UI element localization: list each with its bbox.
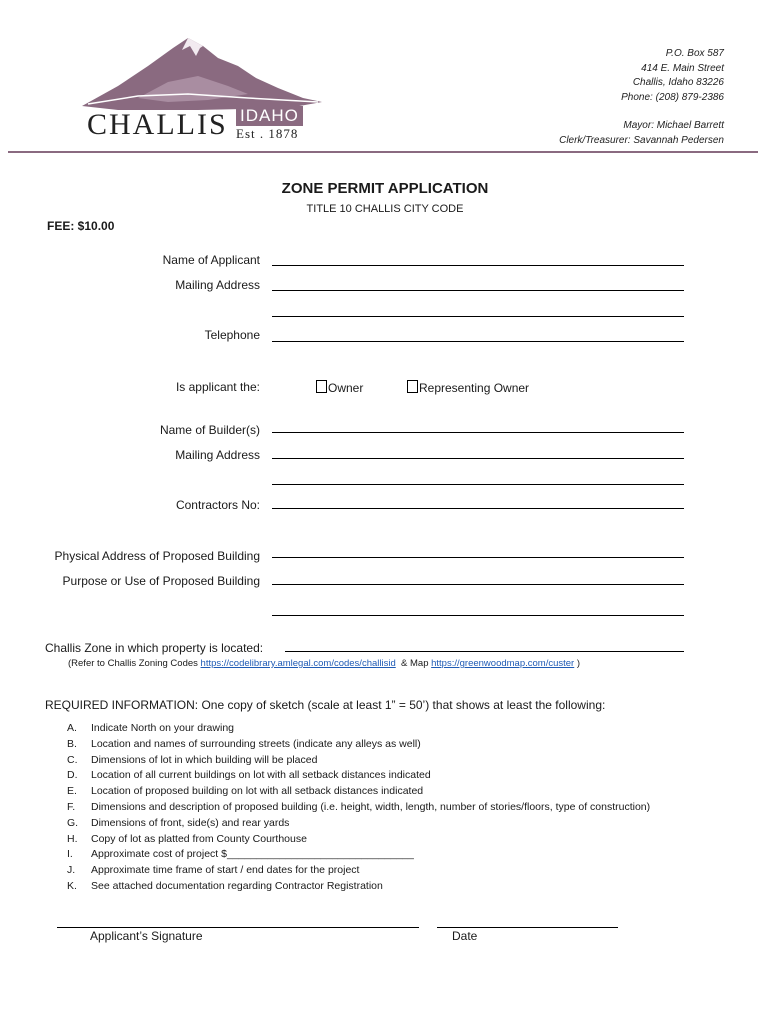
required-item-letter: J.	[67, 864, 76, 877]
zone-ref-suffix: )	[574, 658, 581, 669]
required-item	[67, 722, 234, 734]
purpose-label: Purpose or Use of Proposed Building	[62, 574, 260, 588]
mayor-name: Mayor: Michael Barrett	[623, 120, 724, 131]
zone-reference	[68, 658, 580, 669]
contractors-no-label: Contractors No:	[175, 498, 260, 512]
required-item-letter: K.	[67, 880, 77, 892]
zone-ref-mid: & Map	[395, 658, 432, 669]
representing-owner-checkbox[interactable]	[407, 380, 418, 393]
applicant-signature-field[interactable]	[57, 927, 419, 928]
builder-mailing-address-field-line2[interactable]	[272, 484, 684, 485]
physical-address-field[interactable]	[272, 557, 684, 558]
required-item	[67, 864, 359, 876]
city-state-zip: Challis, Idaho 83226	[632, 77, 724, 88]
required-item	[67, 817, 289, 829]
required-item-text: Indicate North on your drawing	[91, 722, 234, 734]
required-item-text: Dimensions and description of proposed building (i.e. height, width, length, number of stories/floors, type of construction)	[91, 801, 651, 813]
required-item-letter: C.	[67, 753, 78, 766]
required-item-letter: D.	[67, 769, 78, 782]
date-label: Date	[452, 929, 478, 943]
clerk-name: Clerk/Treasurer: Savannah Pedersen	[559, 134, 724, 146]
required-item-letter: G.	[67, 816, 79, 829]
required-item-text: Approximate time frame of start / end dates for the project	[91, 864, 360, 877]
required-item-text: Dimensions of lot in which building will be placed	[91, 753, 318, 766]
po-box: P.O. Box 587	[665, 48, 724, 59]
logo-city-name: CHALLIS	[87, 108, 228, 141]
required-item	[67, 769, 431, 781]
required-item-letter: H.	[67, 832, 78, 845]
map-link[interactable]: https://greenwoodmap.com/custer	[431, 658, 575, 669]
telephone-field[interactable]	[272, 341, 684, 342]
logo-established: Est . 1878	[236, 126, 299, 141]
required-item-text: Dimensions of front, side(s) and rear yards	[91, 816, 290, 829]
required-item-text: Location and names of surrounding streets (indicate any alleys as well)	[91, 737, 421, 750]
owner-option[interactable]	[316, 380, 363, 395]
zone-label: Challis Zone in which property is located:	[45, 641, 264, 655]
required-item-letter: B.	[67, 737, 77, 750]
applicant-type-label: Is applicant the:	[175, 380, 260, 394]
required-item	[67, 785, 423, 797]
required-item-text: Location of proposed building on lot with all setback distances indicated	[91, 785, 424, 798]
mailing-address-label: Mailing Address	[175, 278, 260, 292]
required-item-letter: I.	[67, 848, 73, 861]
builder-mailing-address-field[interactable]	[272, 458, 684, 459]
required-item-letter: E.	[67, 785, 77, 798]
required-item	[67, 833, 307, 845]
purpose-field[interactable]	[272, 584, 684, 585]
mailing-address-field-line2[interactable]	[272, 316, 684, 317]
date-field[interactable]	[437, 927, 618, 928]
owner-checkbox[interactable]	[316, 380, 327, 393]
applicant-signature-label: Applicant’s Signature	[90, 929, 203, 943]
required-item-text: See attached documentation regarding Contractor Registration	[91, 880, 383, 892]
required-item	[67, 738, 421, 750]
zone-field[interactable]	[285, 651, 684, 652]
required-item-text: Approximate cost of project $________________________________	[91, 848, 414, 861]
representing-owner-label: Representing Owner	[419, 381, 530, 395]
name-of-applicant-field[interactable]	[272, 265, 684, 266]
fee-label: FEE: $10.00	[47, 219, 115, 233]
required-info-heading: REQUIRED INFORMATION: One copy of sketch (scale at least 1” = 50’) that shows at least the following:	[45, 698, 606, 712]
logo-state-name: IDAHO	[236, 106, 303, 126]
form-subtitle: TITLE 10 CHALLIS CITY CODE	[306, 203, 464, 215]
required-item-letter: A.	[67, 722, 77, 734]
zone-ref-prefix: (Refer to Challis Zoning Codes	[68, 658, 201, 669]
zoning-codes-link[interactable]: https://codelibrary.amlegal.com/codes/challisid	[200, 658, 396, 669]
telephone-label: Telephone	[204, 328, 260, 342]
required-item	[67, 848, 414, 860]
representing-owner-option[interactable]	[407, 380, 529, 395]
name-of-builder-label: Name of Builder(s)	[159, 423, 260, 437]
contact-block	[559, 47, 724, 148]
challis-logo	[78, 36, 328, 146]
builder-mailing-address-label: Mailing Address	[175, 448, 260, 462]
required-item	[67, 880, 383, 892]
street-address: 414 E. Main Street	[641, 62, 724, 74]
required-item	[67, 754, 317, 766]
mailing-address-field[interactable]	[272, 290, 684, 291]
required-item-text: Location of all current buildings on lot with all setback distances indicated	[91, 769, 431, 782]
purpose-field-line2[interactable]	[272, 615, 684, 616]
physical-address-label: Physical Address of Proposed Building	[54, 549, 260, 563]
mountain-logo-icon	[78, 36, 328, 116]
contractors-no-field[interactable]	[272, 508, 684, 509]
header-divider	[8, 151, 758, 153]
required-item-letter: F.	[67, 801, 76, 813]
name-of-applicant-label: Name of Applicant	[162, 253, 260, 267]
form-title: ZONE PERMIT APPLICATION	[281, 180, 489, 197]
required-item-text: Copy of lot as platted from County Courthouse	[91, 832, 307, 845]
phone-number: Phone: (208) 879-2386	[621, 91, 724, 103]
name-of-builder-field[interactable]	[272, 432, 684, 433]
required-item	[67, 801, 650, 813]
owner-option-label: Owner	[328, 381, 364, 395]
